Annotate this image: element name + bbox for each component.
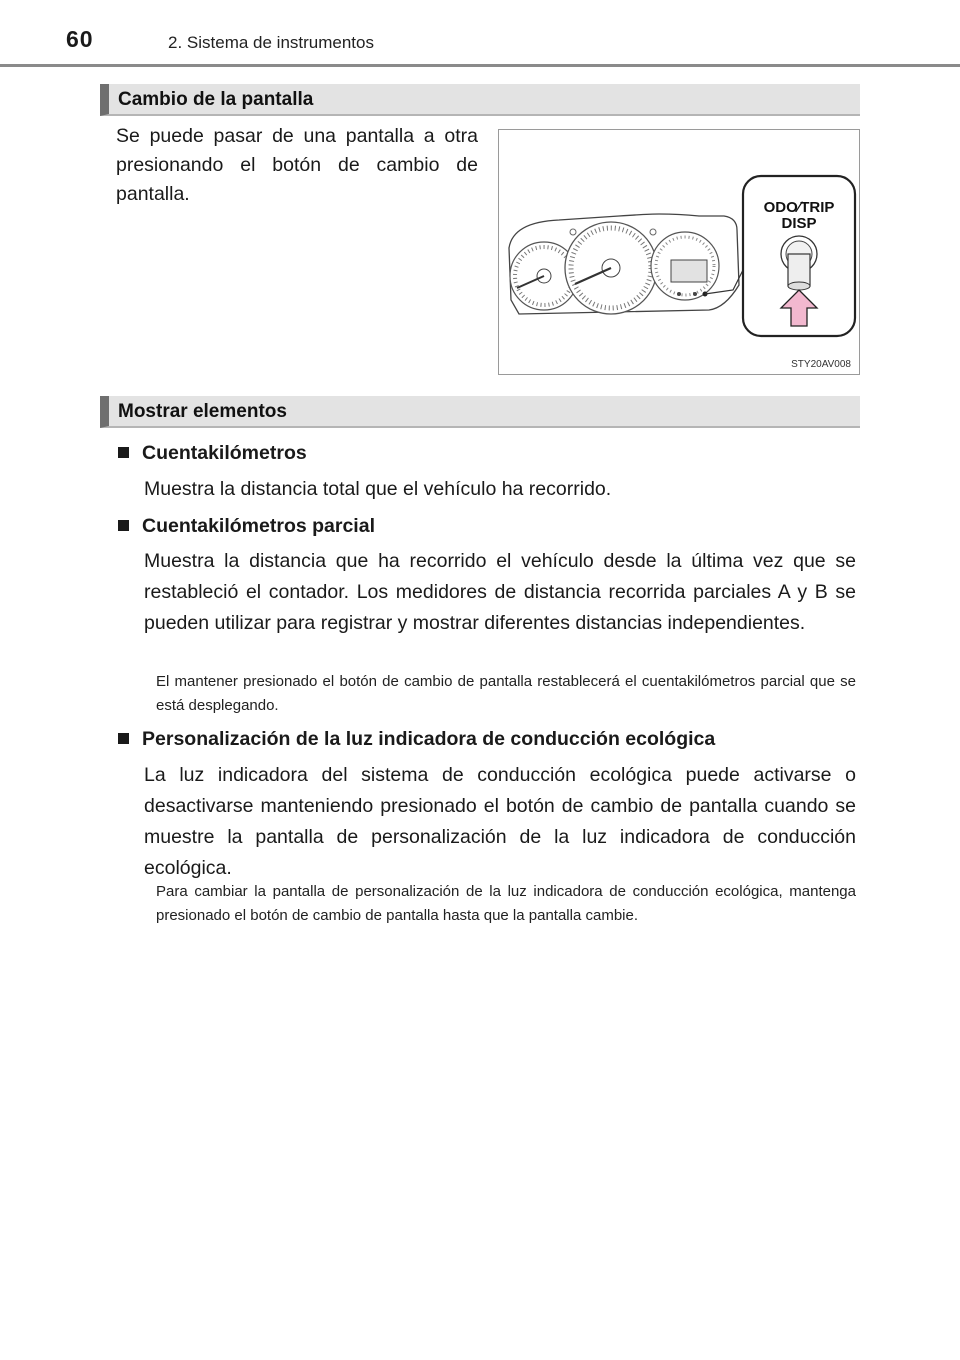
page-number: 60: [66, 26, 94, 52]
note-cuentakilometros-parcial: El mantener presionado el botón de cambio de pantalla restablecerá el cuentakilómetros parcial que se está desplegando.: [156, 673, 856, 714]
section-header-cambio-pantalla: [100, 84, 860, 116]
figure-code: STY20AV008: [791, 359, 851, 370]
odo-trip-label: ODO∕TRIP: [763, 199, 835, 216]
item-body-cuentakilometros: Muestra la distancia total que el vehículo ha recorrido.: [144, 478, 612, 500]
section-title: Mostrar elementos: [118, 401, 287, 422]
note-luz-ecologica: Para cambiar la pantalla de personalización de la luz indicadora de conducción ecológica, mantenga presionado el botón de cambio de pantalla hasta que la pantalla cambie.: [156, 883, 856, 924]
item-heading-cuentakilometros: [118, 442, 307, 465]
square-bullet-icon: [118, 520, 129, 531]
section-header-mostrar-elementos: [100, 396, 860, 428]
instrument-cluster-illustration: [499, 130, 859, 374]
item-heading-text: Cuentakilómetros parcial: [142, 515, 375, 537]
square-bullet-icon: [118, 447, 129, 458]
square-bullet-icon: [118, 733, 129, 744]
item-heading-cuentakilometros-parcial: [118, 515, 375, 538]
section-title: Cambio de la pantalla: [118, 89, 314, 110]
chapter-title: 2. Sistema de instrumentos: [168, 33, 374, 52]
item-heading-text: Personalización de la luz indicadora de conducción ecológica: [142, 728, 716, 750]
intro-paragraph: Se puede pasar de una pantalla a otra presionando el botón de cambio de pantalla.: [116, 125, 478, 205]
item-heading-luz-ecologica: [118, 728, 715, 751]
item-heading-text: Cuentakilómetros: [142, 442, 307, 464]
header-divider: [0, 64, 960, 67]
item-body-luz-ecologica: La luz indicadora del sistema de conducción ecológica puede activarse o desactivarse manteniendo presionado el botón de cambio de pantalla cuando se muestre la pantalla de personalización de la luz indicadora de conducción ecológica.: [144, 764, 856, 879]
disp-label: DISP: [781, 215, 817, 232]
item-body-cuentakilometros-parcial: Muestra la distancia que ha recorrido el vehículo desde la última vez que se restableció el contador. Los medidores de distancia recorrida parciales A y B se pueden utilizar para registrar y mostrar diferentes distancias independientes.: [144, 550, 856, 634]
instrument-cluster-figure: [498, 129, 860, 375]
